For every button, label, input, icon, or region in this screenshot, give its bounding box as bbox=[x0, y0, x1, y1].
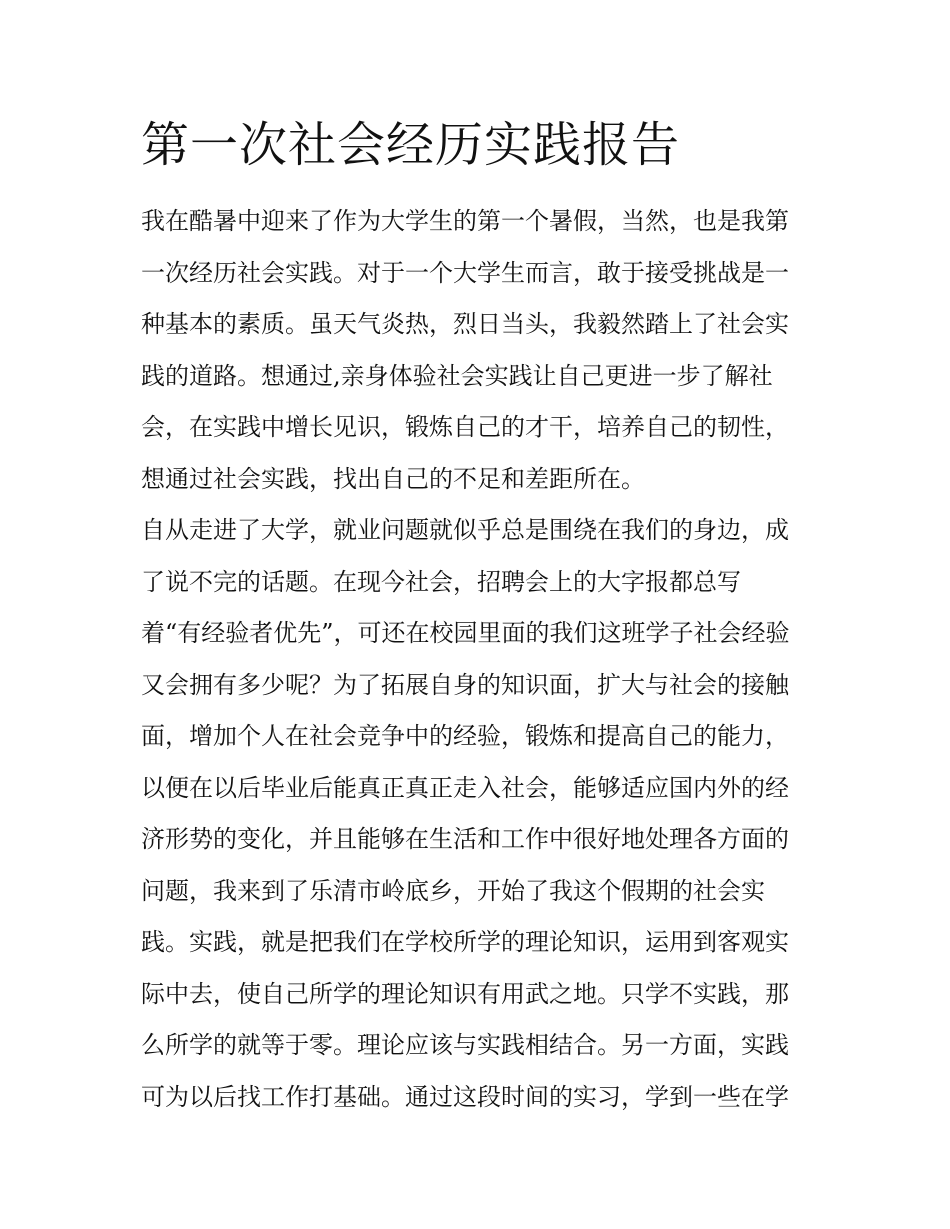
text-line: 自从走进了大学，就业问题就似乎总是围绕在我们的身边，成 bbox=[141, 516, 789, 544]
text-line: 济形势的变化，并且能够在生活和工作中很好地处理各方面的 bbox=[141, 825, 789, 853]
text-line: 种基本的素质。虽天气炎热，烈日当头，我毅然踏上了社会实 bbox=[141, 310, 789, 338]
text-line: 了说不完的话题。在现今社会，招聘会上的大字报都总写 bbox=[141, 567, 741, 596]
text-line: 会，在实践中增长见识，锻炼自己的才干，培养自己的韧性， bbox=[141, 413, 789, 441]
text-line: 着“有经验者优先”，可还在校园里面的我们这班学子社会经验 bbox=[141, 619, 790, 647]
document-title: 第一次社会经历实践报告 bbox=[141, 117, 681, 173]
text-line: 面，增加个人在社会竞争中的经验，锻炼和提高自己的能力， bbox=[141, 722, 789, 750]
document-body bbox=[141, 196, 813, 1123]
text-line: 践。实践，就是把我们在学校所学的理论知识，运用到客观实 bbox=[141, 928, 789, 956]
text-line: 际中去，使自己所学的理论知识有用武之地。只学不实践，那 bbox=[141, 979, 789, 1008]
text-line: 践的道路。想通过,亲身体验社会实践让自己更进一步了解社 bbox=[141, 361, 773, 390]
text-line: 问题，我来到了乐清市岭底乡，开始了我这个假期的社会实 bbox=[141, 876, 765, 905]
text-line: 么所学的就等于零。理论应该与实践相结合。另一方面，实践 bbox=[141, 1031, 789, 1059]
text-line: 一次经历社会实践。对于一个大学生而言，敢于接受挑战是一 bbox=[141, 258, 789, 287]
text-line: 我在酷暑中迎来了作为大学生的第一个暑假，当然，也是我第 bbox=[141, 207, 789, 235]
text-line: 又会拥有多少呢？为了拓展自身的知识面，扩大与社会的接触 bbox=[141, 670, 789, 699]
text-line: 以便在以后毕业后能真正真正走入社会，能够适应国内外的经 bbox=[141, 773, 789, 802]
text-line: 想通过社会实践，找出自己的不足和差距所在。 bbox=[141, 464, 645, 493]
text-line: 可为以后找工作打基础。通过这段时间的实习，学到一些在学 bbox=[141, 1082, 789, 1111]
